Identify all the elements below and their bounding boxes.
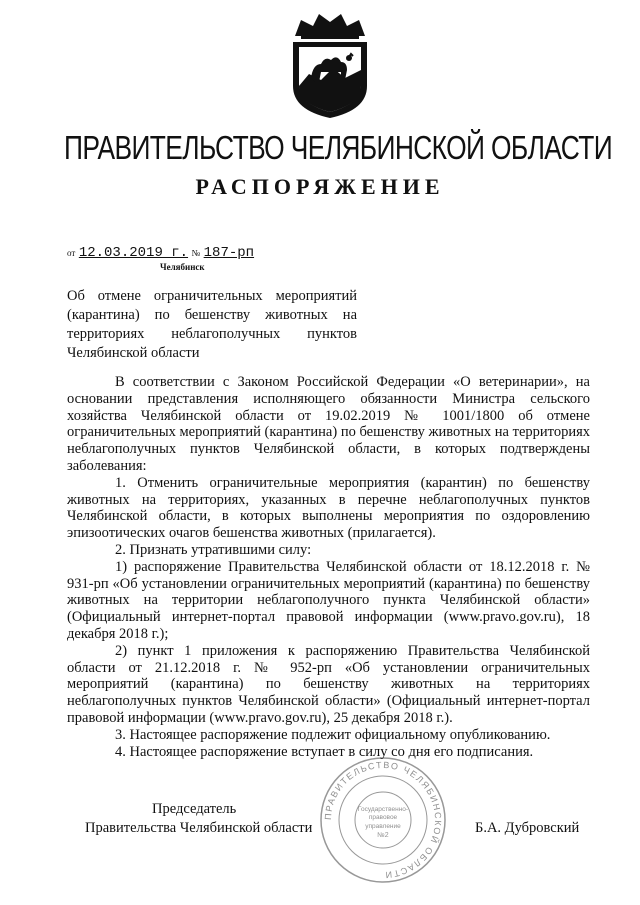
item-2-1-paragraph: 1) распоряжение Правительства Челябинской области от 18.12.2018 г. № 931-рп «Об установлении ограничительных мероприятий (карантина) по бешенству животных на территории неблагополучного пункта Челябинской области» (Официальный интернет-портал правовой информации (www.pravo.gov.ru), 18 декабря 2018 г.); <box>67 558 590 642</box>
coat-of-arms-emblem <box>287 8 373 120</box>
stamp-ring-text: ПРАВИТЕЛЬСТВО ЧЕЛЯБИНСКОЙ ОБЛАСТИ <box>322 759 444 881</box>
signatory-title-line1: Председатель <box>152 801 237 817</box>
preamble-paragraph: В соответствии с Законом Российской Федерации «О ветеринарии», на основании представления исполняющего обязанности Министра сельского хозяйства Челябинской области от 19.02.2019 № 1001/1800 об отмене ограничительных мероприятий (карантина) по бешенству животных на территориях неблагополучных пунктов Челябинской области, в которых подтверждены заболевания: <box>67 374 590 474</box>
subject-line: территориях неблагополучных пунктов <box>67 326 357 342</box>
stamp-center-line: Государственно- <box>357 806 409 813</box>
number-prefix: № <box>191 248 201 258</box>
stamp-center-line: правовое <box>368 814 398 821</box>
subject-line: Об отмене ограничительных мероприятий <box>67 288 357 304</box>
item-2-paragraph: 2. Признать утратившими силу: <box>115 541 312 558</box>
date-prefix: от <box>67 248 76 258</box>
stamp-center-line: управление <box>365 823 401 830</box>
subject-line: Челябинской области <box>67 345 200 361</box>
item-4-paragraph: 4. Настоящее распоряжение вступает в силу со дня его подписания. <box>115 743 534 760</box>
subject-line: (карантина) по бешенству животных на <box>67 307 357 323</box>
document-date: 12.03.2019 г. <box>78 245 189 261</box>
signatory-title-line2: Правительства Челябинской области <box>85 820 313 836</box>
item-2-2-paragraph: 2) пункт 1 приложения к распоряжению Правительства Челябинской области от 21.12.2018 г. № 952-рп «Об установлении ограничительных мероприятий (карантина) по бешенству животных на территориях неблагополучных пунктов Челябинской области» (Официальный интернет-портал правовой информации (www.pravo.gov.ru), 25 декабря 2018 г.). <box>67 642 590 726</box>
document-type-title: РАСПОРЯЖЕНИЕ <box>195 174 445 199</box>
document-subject <box>67 287 357 363</box>
item-1-paragraph: 1. Отменить ограничительные мероприятия (карантин) по бешенству животных на территориях, указанных в перечне неблагополучных пунктов Челябинской области, в которых выполнены мероприятия по оздоровлению эпизоотических очагов бешенства животных (прилагается). <box>67 474 590 542</box>
document-body <box>67 374 590 760</box>
document-number: 187-рп <box>203 245 255 261</box>
signatory-name: Б.А. Дубровский <box>475 820 580 836</box>
city-label: Челябинск <box>160 262 205 272</box>
stamp-center-line: №2 <box>377 832 389 839</box>
item-3-paragraph: 3. Настоящее распоряжение подлежит официальному опубликованию. <box>115 726 551 743</box>
official-stamp <box>318 755 448 885</box>
organization-title: ПРАВИТЕЛЬСТВО ЧЕЛЯБИНСКОЙ ОБЛАСТИ <box>64 129 613 166</box>
date-number-line <box>67 245 254 261</box>
